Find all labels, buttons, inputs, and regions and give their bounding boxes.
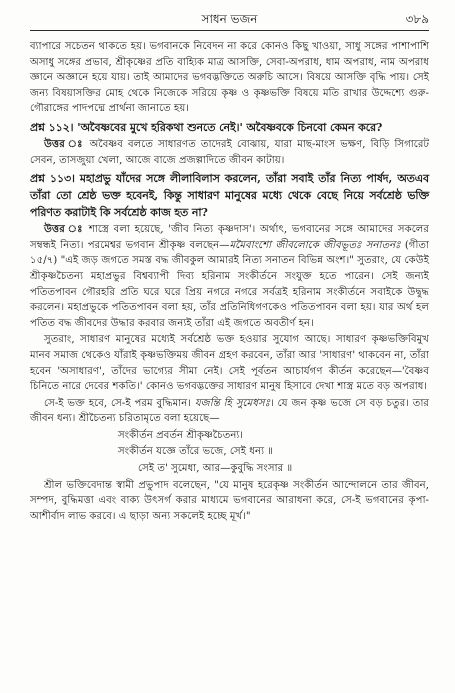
chapter-title: সাধন ভজন: [201, 12, 258, 26]
page-body: [30, 39, 429, 524]
page-number: ৩৮৯: [405, 12, 429, 26]
answer-text: শাস্ত্রে বলা হয়েছে, 'জীব নিত্য কৃষ্ণদাস'। অর্থাৎ, ভগবানের সঙ্গে আমাদের সকলের সম্বন্ধই নিত্য। পরমেশ্বর ভগবান শ্রীকৃষ্ণ বলছেন—: [30, 224, 429, 251]
scripture-quote: যজন্তি হি সুমেধসঃ: [194, 397, 271, 409]
verse-line: সংকীর্তন যজ্ঞে তাঁরে ভজে, সেই ধন্য ॥: [118, 446, 274, 458]
paragraph: [30, 396, 429, 427]
verse-line: সেই ত' সুমেধা, আর—কুবুদ্ধি সংসার ॥: [138, 463, 293, 475]
question-112: প্রশ্ন ১১২। 'অবৈষ্ণবের মুখে হরিকথা শুনতে নেই।' অবৈষ্ণবকে চিনবো কেমন করে?: [30, 120, 383, 134]
answer-113: [30, 222, 429, 331]
running-header: [30, 8, 429, 31]
paragraph: ব্যাপারে সচেতন থাকতে হয়। ভগবানকে নিবেদন না করে কোনও কিছু খাওয়া, সাধু সঙ্গের পাশাপাশি অসাধু সঙ্গের প্রভাব, শ্রীকৃষ্ণের প্রতি বাহ্যিক মাত্র আসক্তি, সেবা-অপরাধ, ধাম অপরাধ, নাম অপরাধ জ্ঞানে অজ্ঞানে হয়ে যায়। তাই আমাদের ভগবদ্ভক্তিতে অরুচি আসে। বিষয়ে আসক্তি বৃদ্ধি পায়। সেই জন্য বিষয়াসক্তির মোহ থেকে নিজেকে সরিয়ে কৃষ্ণ ও কৃষ্ণভক্তি বিষয়ে মতি রাখার উদ্দেশ্যে গুরু-গৌরাঙ্গের পাদপদ্মে প্রার্থনা জানাতে হয়।: [30, 41, 429, 115]
answer-label: উত্তর ঃ: [44, 137, 85, 150]
answer-112: [30, 137, 429, 168]
paragraph: সুতরাং, সাধারণ মানুষের মধ্যেই সর্বশ্রেষ্ঠ ভক্ত হওয়ার সুযোগ আছে। সাধারণ কৃষ্ণভক্তিবিমুখ মানব সমাজ থেকেও যাঁরাই কৃষ্ণভক্তিময় জীবন গ্রহণ করবেন, তাঁরা আর 'সাধারণ' থাকবেন না, তাঁরা হবেন 'অসাধারণ', তাঁদের ভাগ্যের সীমা নেই। সেই পূর্বতন আচার্যগণ কীর্তন করেছেন—'বৈষ্ণব চিনিতে নারে দেবের শকতি।' কোনও ভগবদ্ভক্তের সাধারণ মানুষ হিসাবে দেখা শাস্ত্র মতে বড় অপরাধ।: [30, 334, 429, 393]
paragraph: শ্রীল ভক্তিবেদান্ত স্বামী প্রভুপাদ বলেছেন, "যে মানুষ হরেকৃষ্ণ সংকীর্তন আন্দোলনে তার জীবন, সম্পদ, বুদ্ধিমত্তা এবং বাক্য উৎসর্গ করার মাধ্যমে ভগবানের আরাধনা করে, সে-ই ভগবানের কৃপা-আশীর্বাদ লাভ করবে। এ ছাড়া অন্য সকলেই হচ্ছে মূর্খ।": [30, 479, 429, 522]
verse-line: সংকীর্তন প্রবর্তন শ্রীকৃষ্ণচৈতন্য।: [118, 429, 244, 441]
question-113: প্রশ্ন ১১৩। মহাপ্রভু যাঁদের সঙ্গে লীলাবিলাস করলেন, তাঁরা সবাই তাঁর নিত্য পার্ষদ, অতএব তাঁরা তো শ্রেষ্ঠ ভক্ত হবেনই, কিন্তু সাধারণ মানুষের মধ্যে থেকে বেছে নিয়ে সর্বশ্রেষ্ঠ ভক্তি পরিণত করাটাই কি সর্বশ্রেষ্ঠ কাজ হত না?: [30, 172, 429, 220]
answer-label: উত্তর ঃ: [44, 223, 85, 236]
paragraph-text: সে-ই ভক্ত হবে, সে-ই পরম বুদ্ধিমান।: [44, 397, 195, 409]
answer-text-cont: (গীতা ১৫/৭) "এই জড় জগতে সমস্ত বদ্ধ জীবকুল আমারই নিত্য সনাতন বিভিন্ন অংশ।" সুতরাং, যে কেউই শ্রীকৃষ্ণচৈতন্য মহাপ্রভুর বিশ্বব্যাপী দিব্য হরিনাম সংকীর্তনে সংযুক্ত হতে পারেন। সেই জন্যই পতিতপাবন গৌরহরি প্রতি ঘরে ঘরে প্রিয় নগরে নগরে সর্বত্রই হরিনাম সংকীর্তনে সবাইকে উদ্বুদ্ধ করলেন। মহাপ্রভুকে পতিতপাবন বলা হয়, তাঁর প্রতিনিধিগণকেও পতিতপাবন বলা হয়। যার অর্থ হল পতিত বদ্ধ জীবদের উদ্ধার করবার জন্যই তাঁরা এই জগতে অবতীর্ণ হন।: [30, 239, 429, 329]
paragraph-text-cont: । যে জন কৃষ্ণ ভজে সে বড় চতুর। তার জীবন ধন্য। শ্রীচৈতন্য চরিতামৃতে বলা হয়েছে—: [30, 397, 430, 425]
answer-text: অবৈষ্ণব বলতে সাধারণত তাদেরই বোঝায়, যারা মাছ-মাংস ভক্ষণ, বিড়ি সিগারেট সেবন, তাসজুয়া খেলা, আজে বাজে প্রজল্পাদিতে জীবন কাটায়।: [30, 138, 429, 166]
scripture-quote: মমৈবাংশো জীবলোকে জীবভূতঃ সনাতনঃ: [229, 239, 401, 251]
